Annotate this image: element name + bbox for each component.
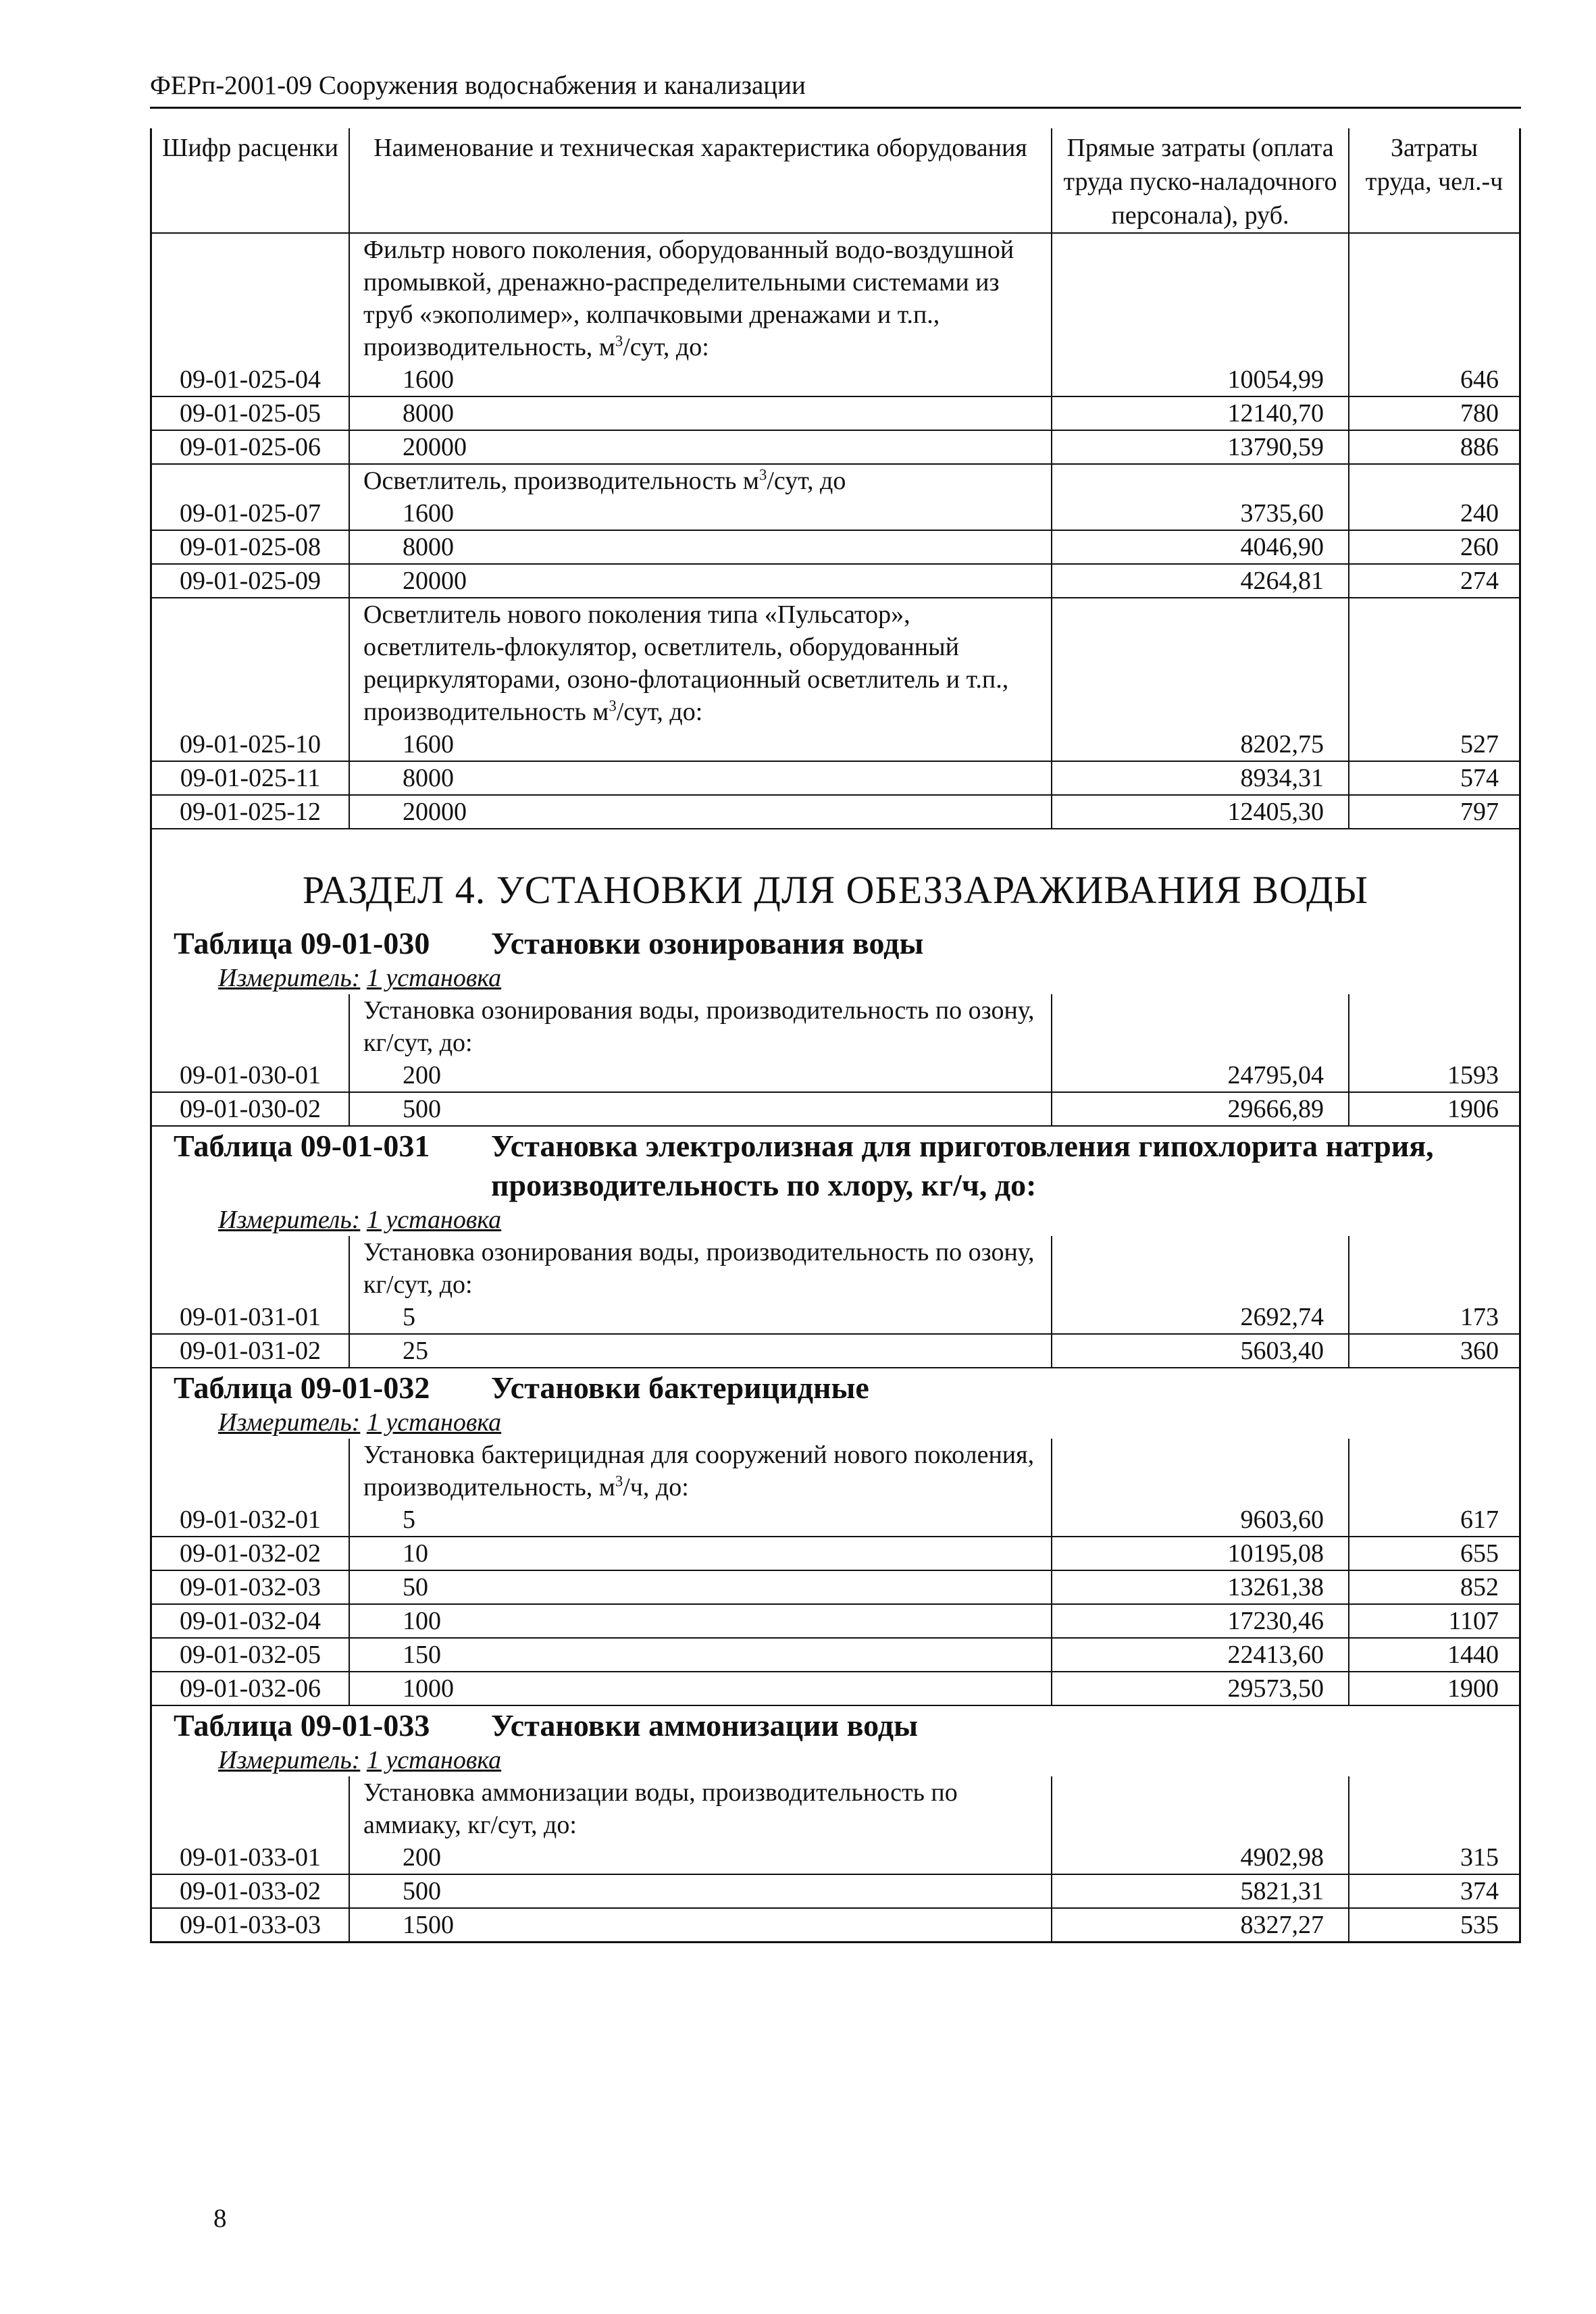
document-body bbox=[150, 128, 1521, 1943]
capacity-value: 20000 bbox=[349, 564, 1052, 598]
description-row bbox=[152, 1236, 1519, 1301]
labor-value: 617 bbox=[1349, 1503, 1519, 1537]
labor-value: 315 bbox=[1349, 1841, 1519, 1874]
capacity-value: 100 bbox=[349, 1604, 1052, 1638]
table-number: Таблица 09-01-032 bbox=[174, 1370, 430, 1405]
equipment-description: Осветлитель нового поколения типа «Пульсатор», осветлитель-флокулятор, осветлитель, оборудованный рециркуляторами, озоно-флотационный осветлитель и т.п., производительность $м^3$/сут, до: bbox=[349, 598, 1052, 728]
labor-value: 260 bbox=[1349, 530, 1519, 564]
measurer-line bbox=[152, 963, 1519, 994]
measurer-unit: 1 установка bbox=[366, 1206, 502, 1234]
rate-code: 09-01-032-05 bbox=[152, 1638, 349, 1672]
description-row bbox=[152, 1776, 1519, 1841]
capacity-value: 500 bbox=[349, 1092, 1052, 1125]
rate-code: 09-01-025-07 bbox=[152, 497, 349, 530]
measurer-line bbox=[152, 1408, 1519, 1439]
direct-cost-value: 10195,08 bbox=[1052, 1537, 1349, 1570]
rate-code: 09-01-030-02 bbox=[152, 1092, 349, 1125]
rate-code: 09-01-032-01 bbox=[152, 1503, 349, 1537]
table-row bbox=[152, 761, 1519, 795]
direct-cost-value: 22413,60 bbox=[1052, 1638, 1349, 1672]
empty-labor-cell bbox=[1349, 994, 1519, 1059]
table-number: Таблица 09-01-030 bbox=[174, 926, 430, 960]
description-row bbox=[152, 598, 1519, 728]
capacity-value: 500 bbox=[349, 1874, 1052, 1908]
labor-value: 646 bbox=[1349, 363, 1519, 396]
direct-cost-value: 12140,70 bbox=[1052, 396, 1349, 430]
table-row bbox=[152, 530, 1519, 564]
table-row bbox=[152, 1092, 1519, 1125]
direct-cost-value: 13790,59 bbox=[1052, 430, 1349, 464]
table-row bbox=[152, 1604, 1519, 1638]
table-row bbox=[152, 1537, 1519, 1570]
table-row bbox=[152, 1503, 1519, 1537]
labor-value: 374 bbox=[1349, 1874, 1519, 1908]
capacity-value: 20000 bbox=[349, 795, 1052, 828]
column-header-code: Шифр расценки bbox=[152, 128, 349, 233]
price-table bbox=[152, 1776, 1519, 1941]
labor-value: 527 bbox=[1349, 728, 1519, 761]
capacity-value: 20000 bbox=[349, 430, 1052, 464]
empty-cost-cell bbox=[1052, 598, 1349, 728]
description-row bbox=[152, 994, 1519, 1059]
measurer-line bbox=[152, 1745, 1519, 1776]
direct-cost-value: 3735,60 bbox=[1052, 497, 1349, 530]
labor-value: 780 bbox=[1349, 396, 1519, 430]
direct-cost-value: 13261,38 bbox=[1052, 1570, 1349, 1604]
direct-cost-value: 4902,98 bbox=[1052, 1841, 1349, 1874]
empty-cost-cell bbox=[1052, 994, 1349, 1059]
table-row bbox=[152, 1908, 1519, 1941]
measurer-unit: 1 установка bbox=[366, 1408, 502, 1437]
rate-code: 09-01-025-06 bbox=[152, 430, 349, 464]
table-row bbox=[152, 1841, 1519, 1874]
measurer-unit: 1 установка bbox=[366, 1746, 502, 1774]
capacity-value: 5 bbox=[349, 1503, 1052, 1537]
table-row bbox=[152, 1570, 1519, 1604]
table-row bbox=[152, 363, 1519, 396]
measurer-label: Измеритель: bbox=[218, 1746, 361, 1774]
column-header-direct-costs: Прямые затраты (оплата труда пуско-наладочного персонала), руб. bbox=[1052, 128, 1349, 233]
capacity-value: 1600 bbox=[349, 497, 1052, 530]
rate-code: 09-01-025-09 bbox=[152, 564, 349, 598]
capacity-value: 1500 bbox=[349, 1908, 1052, 1941]
empty-code-cell bbox=[152, 1439, 349, 1503]
description-row bbox=[152, 464, 1519, 497]
header-rule bbox=[150, 107, 1521, 109]
table-row bbox=[152, 430, 1519, 464]
direct-cost-value: 4264,81 bbox=[1052, 564, 1349, 598]
table-row bbox=[152, 1059, 1519, 1092]
table-row bbox=[152, 497, 1519, 530]
rate-code: 09-01-025-04 bbox=[152, 363, 349, 396]
price-table bbox=[152, 1439, 1519, 1705]
empty-labor-cell bbox=[1349, 464, 1519, 497]
table-row bbox=[152, 1638, 1519, 1672]
empty-labor-cell bbox=[1349, 1236, 1519, 1301]
price-table bbox=[152, 994, 1519, 1125]
equipment-description: Установка бактерицидная для сооружений нового поколения, производительность, $м^3/ч$, до: bbox=[349, 1439, 1052, 1503]
column-header-labor: Затраты труда, чел.-ч bbox=[1349, 128, 1519, 233]
page-number: 8 bbox=[213, 2204, 227, 2233]
table-row bbox=[152, 1301, 1519, 1334]
table-number: Таблица 09-01-031 bbox=[174, 1129, 430, 1163]
equipment-description: Фильтр нового поколения, оборудованный водо-воздушной промывкой, дренажно-распределительными системами из труб «экополимер», колпачковыми дренажами и т.п., производительность, $м^3$/сут, до: bbox=[349, 233, 1052, 363]
empty-code-cell bbox=[152, 1776, 349, 1841]
empty-code-cell bbox=[152, 598, 349, 728]
empty-labor-cell bbox=[1349, 1439, 1519, 1503]
capacity-value: 8000 bbox=[349, 396, 1052, 430]
capacity-value: 1600 bbox=[349, 728, 1052, 761]
empty-cost-cell bbox=[1052, 1236, 1349, 1301]
direct-cost-value: 29573,50 bbox=[1052, 1672, 1349, 1705]
equipment-description: Установка аммонизации воды, производительность по аммиаку, кг/сут, до: bbox=[349, 1776, 1052, 1841]
direct-cost-value: 5603,40 bbox=[1052, 1334, 1349, 1367]
direct-cost-value: 5821,31 bbox=[1052, 1874, 1349, 1908]
capacity-value: 8000 bbox=[349, 530, 1052, 564]
rate-code: 09-01-032-06 bbox=[152, 1672, 349, 1705]
table-name: Установки аммонизации воды bbox=[491, 1708, 919, 1743]
labor-value: 173 bbox=[1349, 1301, 1519, 1334]
rate-code: 09-01-032-03 bbox=[152, 1570, 349, 1604]
column-header-row bbox=[152, 128, 1519, 233]
rate-code: 09-01-032-04 bbox=[152, 1604, 349, 1638]
labor-value: 886 bbox=[1349, 430, 1519, 464]
measurer-label: Измеритель: bbox=[218, 1408, 361, 1437]
capacity-value: 25 bbox=[349, 1334, 1052, 1367]
rate-code: 09-01-030-01 bbox=[152, 1059, 349, 1092]
table-row bbox=[152, 1334, 1519, 1367]
measurer-line bbox=[152, 1205, 1519, 1236]
labor-value: 1900 bbox=[1349, 1672, 1519, 1705]
table-name: Установки бактерицидные bbox=[491, 1370, 869, 1405]
table-title bbox=[152, 1127, 1519, 1205]
empty-labor-cell bbox=[1349, 598, 1519, 728]
empty-cost-cell bbox=[1052, 1776, 1349, 1841]
equipment-description: Установка озонирования воды, производительность по озону, кг/сут, до: bbox=[349, 994, 1052, 1059]
capacity-value: 150 bbox=[349, 1638, 1052, 1672]
table-title bbox=[152, 924, 1519, 963]
equipment-description: Осветлитель, производительность $м^3$/сут, до bbox=[349, 464, 1052, 497]
empty-labor-cell bbox=[1349, 233, 1519, 363]
capacity-value: 50 bbox=[349, 1570, 1052, 1604]
rate-code: 09-01-033-02 bbox=[152, 1874, 349, 1908]
price-table bbox=[152, 1236, 1519, 1367]
labor-value: 1107 bbox=[1349, 1604, 1519, 1638]
empty-code-cell bbox=[152, 464, 349, 497]
empty-code-cell bbox=[152, 1236, 349, 1301]
direct-cost-value: 8202,75 bbox=[1052, 728, 1349, 761]
direct-cost-value: 8327,27 bbox=[1052, 1908, 1349, 1941]
capacity-value: 5 bbox=[349, 1301, 1052, 1334]
empty-code-cell bbox=[152, 233, 349, 363]
measurer-label: Измеритель: bbox=[218, 964, 361, 992]
empty-cost-cell bbox=[1052, 1439, 1349, 1503]
capacity-value: 8000 bbox=[349, 761, 1052, 795]
rate-code: 09-01-025-05 bbox=[152, 396, 349, 430]
direct-cost-value: 4046,90 bbox=[1052, 530, 1349, 564]
labor-value: 240 bbox=[1349, 497, 1519, 530]
capacity-value: 1600 bbox=[349, 363, 1052, 396]
capacity-value: 10 bbox=[349, 1537, 1052, 1570]
column-header-name: Наименование и техническая характеристика оборудования bbox=[349, 128, 1052, 233]
rate-code: 09-01-031-01 bbox=[152, 1301, 349, 1334]
labor-value: 1906 bbox=[1349, 1092, 1519, 1125]
labor-value: 535 bbox=[1349, 1908, 1519, 1941]
direct-cost-value: 17230,46 bbox=[1052, 1604, 1349, 1638]
labor-value: 574 bbox=[1349, 761, 1519, 795]
page-header: ФЕРп-2001-09 Сооружения водоснабжения и канализации bbox=[150, 71, 806, 100]
capacity-value: 200 bbox=[349, 1841, 1052, 1874]
rate-code: 09-01-025-12 bbox=[152, 795, 349, 828]
direct-cost-value: 2692,74 bbox=[1052, 1301, 1349, 1334]
empty-cost-cell bbox=[1052, 464, 1349, 497]
description-row bbox=[152, 1439, 1519, 1503]
table-name: Установка электролизная для приготовления гипохлорита натрия, производительность по хлору, кг/ч, до: bbox=[491, 1129, 1434, 1202]
table-row bbox=[152, 795, 1519, 828]
direct-cost-value: 24795,04 bbox=[1052, 1059, 1349, 1092]
labor-value: 1593 bbox=[1349, 1059, 1519, 1092]
tables-container bbox=[152, 924, 1519, 1941]
capacity-value: 200 bbox=[349, 1059, 1052, 1092]
rate-code: 09-01-031-02 bbox=[152, 1334, 349, 1367]
table-row bbox=[152, 564, 1519, 598]
rate-code: 09-01-025-11 bbox=[152, 761, 349, 795]
labor-value: 1440 bbox=[1349, 1638, 1519, 1672]
labor-value: 655 bbox=[1349, 1537, 1519, 1570]
description-row bbox=[152, 233, 1519, 363]
section-title: РАЗДЕЛ 4. УСТАНОВКИ ДЛЯ ОБЕЗЗАРАЖИВАНИЯ ВОДЫ bbox=[302, 868, 1369, 912]
rate-code: 09-01-033-03 bbox=[152, 1908, 349, 1941]
equipment-description: Установка озонирования воды, производительность по озону, кг/сут, до: bbox=[349, 1236, 1052, 1301]
direct-cost-value: 8934,31 bbox=[1052, 761, 1349, 795]
top-price-table bbox=[152, 128, 1519, 828]
direct-cost-value: 9603,60 bbox=[1052, 1503, 1349, 1537]
direct-cost-value: 10054,99 bbox=[1052, 363, 1349, 396]
empty-cost-cell bbox=[1052, 233, 1349, 363]
empty-labor-cell bbox=[1349, 1776, 1519, 1841]
table-number: Таблица 09-01-033 bbox=[174, 1708, 430, 1743]
labor-value: 852 bbox=[1349, 1570, 1519, 1604]
table-row bbox=[152, 396, 1519, 430]
rate-code: 09-01-025-08 bbox=[152, 530, 349, 564]
direct-cost-value: 29666,89 bbox=[1052, 1092, 1349, 1125]
measurer-label: Измеритель: bbox=[218, 1206, 361, 1234]
table-row bbox=[152, 1874, 1519, 1908]
table-row bbox=[152, 728, 1519, 761]
table-name: Установки озонирования воды bbox=[491, 926, 924, 960]
direct-cost-value: 12405,30 bbox=[1052, 795, 1349, 828]
rate-code: 09-01-025-10 bbox=[152, 728, 349, 761]
rate-code: 09-01-033-01 bbox=[152, 1841, 349, 1874]
table-title bbox=[152, 1368, 1519, 1408]
labor-value: 797 bbox=[1349, 795, 1519, 828]
empty-code-cell bbox=[152, 994, 349, 1059]
labor-value: 360 bbox=[1349, 1334, 1519, 1367]
table-title bbox=[152, 1706, 1519, 1745]
measurer-unit: 1 установка bbox=[366, 964, 502, 992]
table-row bbox=[152, 1672, 1519, 1705]
labor-value: 274 bbox=[1349, 564, 1519, 598]
rate-code: 09-01-032-02 bbox=[152, 1537, 349, 1570]
capacity-value: 1000 bbox=[349, 1672, 1052, 1705]
